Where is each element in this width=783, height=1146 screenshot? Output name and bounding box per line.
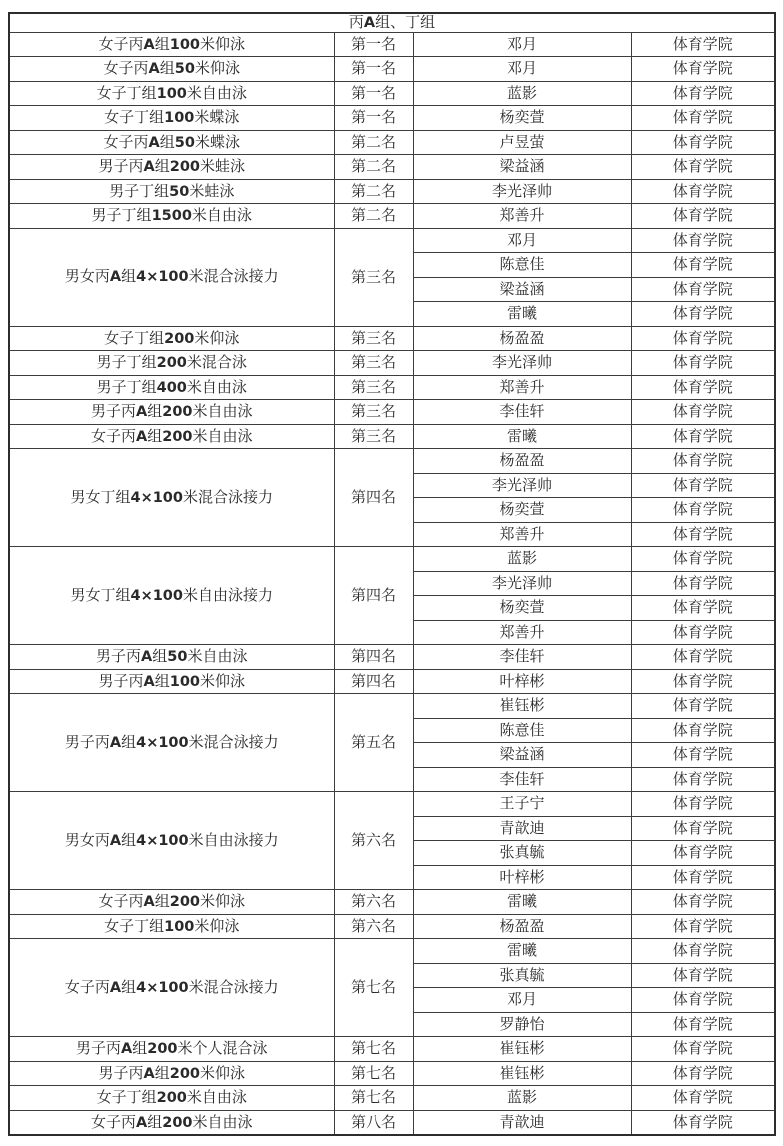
name-cell: 陈意佳 — [413, 253, 631, 278]
institution-cell: 体育学院 — [631, 57, 775, 82]
name-cell: 郑善升 — [413, 522, 631, 547]
name-cell: 陈意佳 — [413, 718, 631, 743]
rank-cell: 第一名 — [334, 81, 413, 106]
table-row — [9, 228, 775, 253]
rank-cell: 第四名 — [334, 449, 413, 547]
institution-cell: 体育学院 — [631, 1061, 775, 1086]
event-cell: 男子丙A组4×100米混合泳接力 — [9, 694, 334, 792]
event-cell: 女子丙A组100米仰泳 — [9, 32, 334, 57]
rank-cell: 第六名 — [334, 890, 413, 915]
rank-cell: 第七名 — [334, 939, 413, 1037]
institution-cell: 体育学院 — [631, 841, 775, 866]
title-row — [9, 13, 775, 32]
institution-cell: 体育学院 — [631, 792, 775, 817]
institution-cell: 体育学院 — [631, 130, 775, 155]
name-cell: 杨盈盈 — [413, 914, 631, 939]
table-row — [9, 939, 775, 964]
name-cell: 李光泽帅 — [413, 571, 631, 596]
table-row — [9, 1037, 775, 1062]
event-cell: 女子丁组200米自由泳 — [9, 1086, 334, 1111]
name-cell: 卢昱萤 — [413, 130, 631, 155]
institution-cell: 体育学院 — [631, 375, 775, 400]
table-row — [9, 375, 775, 400]
rank-cell: 第三名 — [334, 400, 413, 425]
table-row — [9, 351, 775, 376]
event-cell: 女子丁组100米自由泳 — [9, 81, 334, 106]
name-cell: 王子宁 — [413, 792, 631, 817]
name-cell: 郑善升 — [413, 204, 631, 229]
institution-cell: 体育学院 — [631, 718, 775, 743]
institution-cell: 体育学院 — [631, 1086, 775, 1111]
table-row — [9, 890, 775, 915]
rank-cell: 第二名 — [334, 179, 413, 204]
event-cell: 女子丙A组200米仰泳 — [9, 890, 334, 915]
institution-cell: 体育学院 — [631, 547, 775, 572]
rank-cell: 第一名 — [334, 106, 413, 131]
institution-cell: 体育学院 — [631, 253, 775, 278]
table-row — [9, 155, 775, 180]
institution-cell: 体育学院 — [631, 424, 775, 449]
table-title: 丙A组、丁组 — [9, 13, 775, 32]
rank-cell: 第六名 — [334, 792, 413, 890]
institution-cell: 体育学院 — [631, 473, 775, 498]
event-cell: 男子丁组400米自由泳 — [9, 375, 334, 400]
name-cell: 崔钰彬 — [413, 1061, 631, 1086]
rank-cell: 第八名 — [334, 1110, 413, 1135]
rank-cell: 第五名 — [334, 694, 413, 792]
institution-cell: 体育学院 — [631, 326, 775, 351]
rank-cell: 第三名 — [334, 326, 413, 351]
name-cell: 郑善升 — [413, 375, 631, 400]
name-cell: 杨奕萱 — [413, 498, 631, 523]
rank-cell: 第六名 — [334, 914, 413, 939]
institution-cell: 体育学院 — [631, 351, 775, 376]
institution-cell: 体育学院 — [631, 571, 775, 596]
table-row — [9, 32, 775, 57]
name-cell: 青歆迪 — [413, 816, 631, 841]
institution-cell: 体育学院 — [631, 106, 775, 131]
name-cell: 崔钰彬 — [413, 1037, 631, 1062]
name-cell: 罗静怡 — [413, 1012, 631, 1037]
event-cell: 女子丁组100米蝶泳 — [9, 106, 334, 131]
institution-cell: 体育学院 — [631, 1012, 775, 1037]
rank-cell: 第一名 — [334, 32, 413, 57]
table-row — [9, 1061, 775, 1086]
name-cell: 杨奕萱 — [413, 106, 631, 131]
name-cell: 邓月 — [413, 32, 631, 57]
institution-cell: 体育学院 — [631, 816, 775, 841]
institution-cell: 体育学院 — [631, 890, 775, 915]
name-cell: 邓月 — [413, 988, 631, 1013]
event-cell: 男女丁组4×100米混合泳接力 — [9, 449, 334, 547]
event-cell: 男女丙A组4×100米自由泳接力 — [9, 792, 334, 890]
institution-cell: 体育学院 — [631, 865, 775, 890]
rank-cell: 第四名 — [334, 645, 413, 670]
event-cell: 女子丙A组200米自由泳 — [9, 424, 334, 449]
institution-cell: 体育学院 — [631, 669, 775, 694]
rank-cell: 第二名 — [334, 204, 413, 229]
table-row — [9, 449, 775, 474]
institution-cell: 体育学院 — [631, 204, 775, 229]
name-cell: 崔钰彬 — [413, 694, 631, 719]
institution-cell: 体育学院 — [631, 694, 775, 719]
name-cell: 李佳轩 — [413, 400, 631, 425]
institution-cell: 体育学院 — [631, 939, 775, 964]
rank-cell: 第二名 — [334, 155, 413, 180]
table-row — [9, 57, 775, 82]
event-cell: 女子丙A组50米蝶泳 — [9, 130, 334, 155]
table-row — [9, 81, 775, 106]
table-row — [9, 1110, 775, 1135]
rank-cell: 第四名 — [334, 669, 413, 694]
event-cell: 男子丙A组200米个人混合泳 — [9, 1037, 334, 1062]
results-table — [8, 12, 776, 1136]
event-cell: 女子丙A组4×100米混合泳接力 — [9, 939, 334, 1037]
table-row — [9, 792, 775, 817]
name-cell: 梁益涵 — [413, 277, 631, 302]
table-row — [9, 204, 775, 229]
name-cell: 李光泽帅 — [413, 473, 631, 498]
institution-cell: 体育学院 — [631, 767, 775, 792]
institution-cell: 体育学院 — [631, 1037, 775, 1062]
institution-cell: 体育学院 — [631, 743, 775, 768]
name-cell: 杨盈盈 — [413, 326, 631, 351]
table-row — [9, 547, 775, 572]
name-cell: 青歆迪 — [413, 1110, 631, 1135]
event-cell: 男子丙A组100米仰泳 — [9, 669, 334, 694]
rank-cell: 第七名 — [334, 1037, 413, 1062]
name-cell: 梁益涵 — [413, 155, 631, 180]
name-cell: 李佳轩 — [413, 767, 631, 792]
name-cell: 雷曦 — [413, 890, 631, 915]
name-cell: 蓝影 — [413, 81, 631, 106]
institution-cell: 体育学院 — [631, 228, 775, 253]
name-cell: 杨盈盈 — [413, 449, 631, 474]
institution-cell: 体育学院 — [631, 400, 775, 425]
results-table-body — [9, 13, 775, 1135]
institution-cell: 体育学院 — [631, 498, 775, 523]
rank-cell: 第四名 — [334, 547, 413, 645]
name-cell: 雷曦 — [413, 939, 631, 964]
table-row — [9, 694, 775, 719]
name-cell: 叶梓彬 — [413, 669, 631, 694]
name-cell: 张真毓 — [413, 963, 631, 988]
event-cell: 男女丙A组4×100米混合泳接力 — [9, 228, 334, 326]
institution-cell: 体育学院 — [631, 179, 775, 204]
table-row — [9, 326, 775, 351]
name-cell: 邓月 — [413, 228, 631, 253]
event-cell: 女子丙A组200米自由泳 — [9, 1110, 334, 1135]
institution-cell: 体育学院 — [631, 963, 775, 988]
rank-cell: 第一名 — [334, 57, 413, 82]
institution-cell: 体育学院 — [631, 914, 775, 939]
institution-cell: 体育学院 — [631, 620, 775, 645]
name-cell: 李光泽帅 — [413, 179, 631, 204]
table-row — [9, 106, 775, 131]
event-cell: 男子丁组1500米自由泳 — [9, 204, 334, 229]
table-row — [9, 914, 775, 939]
institution-cell: 体育学院 — [631, 155, 775, 180]
rank-cell: 第二名 — [334, 130, 413, 155]
table-row — [9, 645, 775, 670]
table-row — [9, 179, 775, 204]
name-cell: 梁益涵 — [413, 743, 631, 768]
event-cell: 男子丁组50米蛙泳 — [9, 179, 334, 204]
event-cell: 男子丁组200米混合泳 — [9, 351, 334, 376]
rank-cell: 第三名 — [334, 228, 413, 326]
name-cell: 张真毓 — [413, 841, 631, 866]
event-cell: 女子丙A组50米仰泳 — [9, 57, 334, 82]
name-cell: 邓月 — [413, 57, 631, 82]
name-cell: 李佳轩 — [413, 645, 631, 670]
institution-cell: 体育学院 — [631, 449, 775, 474]
name-cell: 雷曦 — [413, 302, 631, 327]
table-row — [9, 130, 775, 155]
institution-cell: 体育学院 — [631, 302, 775, 327]
name-cell: 叶梓彬 — [413, 865, 631, 890]
event-cell: 男子丙A组50米自由泳 — [9, 645, 334, 670]
rank-cell: 第七名 — [334, 1086, 413, 1111]
institution-cell: 体育学院 — [631, 522, 775, 547]
table-row — [9, 424, 775, 449]
event-cell: 女子丁组100米仰泳 — [9, 914, 334, 939]
table-row — [9, 1086, 775, 1111]
institution-cell: 体育学院 — [631, 988, 775, 1013]
table-row — [9, 669, 775, 694]
rank-cell: 第三名 — [334, 424, 413, 449]
institution-cell: 体育学院 — [631, 645, 775, 670]
event-cell: 男子丙A组200米仰泳 — [9, 1061, 334, 1086]
institution-cell: 体育学院 — [631, 1110, 775, 1135]
institution-cell: 体育学院 — [631, 81, 775, 106]
institution-cell: 体育学院 — [631, 277, 775, 302]
rank-cell: 第三名 — [334, 375, 413, 400]
event-cell: 男女丁组4×100米自由泳接力 — [9, 547, 334, 645]
name-cell: 雷曦 — [413, 424, 631, 449]
rank-cell: 第七名 — [334, 1061, 413, 1086]
name-cell: 郑善升 — [413, 620, 631, 645]
event-cell: 男子丙A组200米自由泳 — [9, 400, 334, 425]
name-cell: 蓝影 — [413, 547, 631, 572]
event-cell: 女子丁组200米仰泳 — [9, 326, 334, 351]
name-cell: 李光泽帅 — [413, 351, 631, 376]
event-cell: 男子丙A组200米蛙泳 — [9, 155, 334, 180]
name-cell: 杨奕萱 — [413, 596, 631, 621]
institution-cell: 体育学院 — [631, 596, 775, 621]
institution-cell: 体育学院 — [631, 32, 775, 57]
name-cell: 蓝影 — [413, 1086, 631, 1111]
table-row — [9, 400, 775, 425]
rank-cell: 第三名 — [334, 351, 413, 376]
